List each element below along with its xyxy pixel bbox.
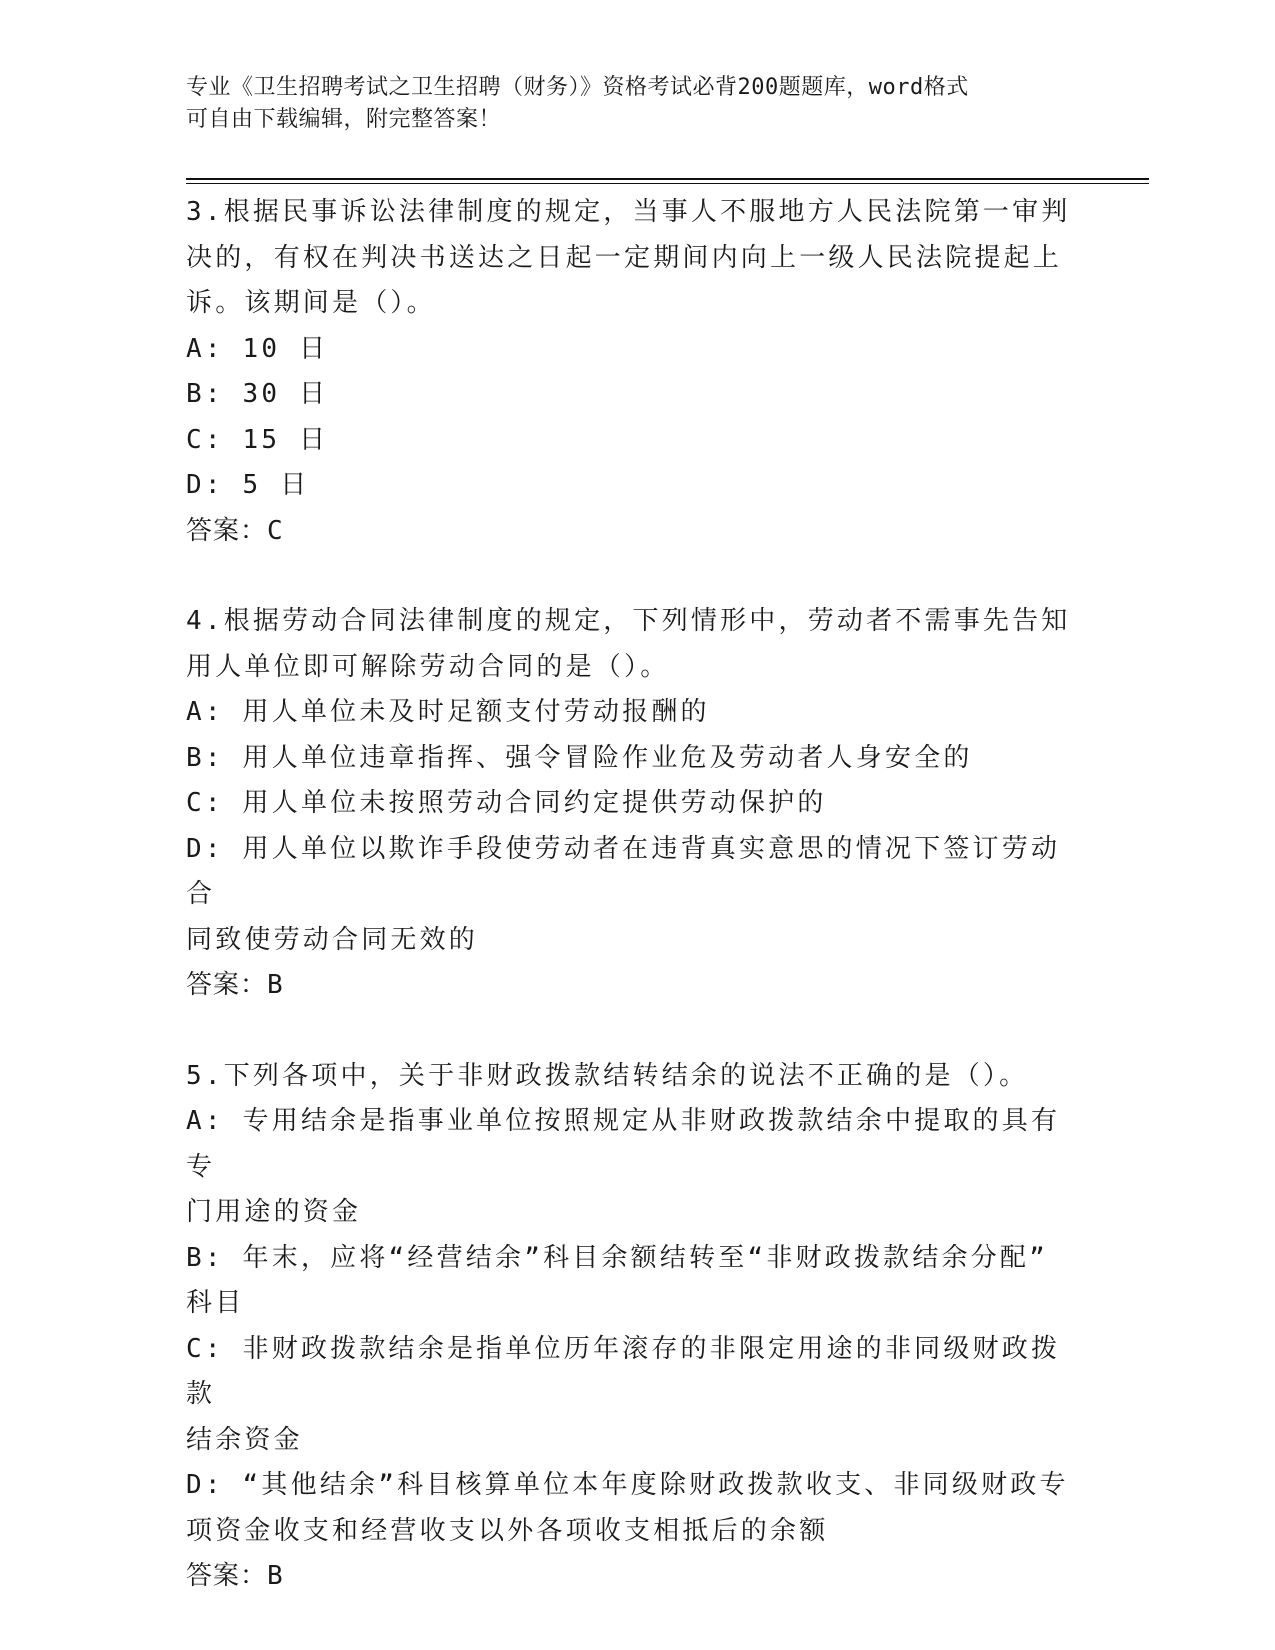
header-line-1: 专业《卫生招聘考试之卫生招聘（财务）》资格考试必背200题题库，word格式 (186, 75, 969, 100)
option-a: A: 专用结余是指事业单位按照规定从非财政拨款结余中提取的具有专 (186, 1106, 1061, 1182)
question-5 (186, 1054, 1071, 1600)
option-d: D: “其他结余”科目核算单位本年度除财政拨款收支、非同级财政专 (186, 1470, 1069, 1500)
option-a: A: 10 日 (186, 333, 329, 364)
option-c: C: 非财政拨款结余是指单位历年滚存的非限定用途的非同级财政拨款 (186, 1333, 1061, 1409)
option-b: B: 年末，应将“经营结余”科目余额结转至“非财政拨款结余分配” (186, 1242, 1048, 1273)
question-stem-line: 4.根据劳动合同法律制度的规定，下列情形中，劳动者不需事先告知 (186, 606, 1071, 636)
question-stem-line: 决的，有权在判决书送达之日起一定期间内向上一级人民法院提起上 (186, 242, 1063, 273)
answer: 答案：B (186, 1561, 284, 1591)
option-c: C: 用人单位未按照劳动合同约定提供劳动保护的 (186, 788, 827, 818)
question-3 (186, 190, 1071, 554)
question-stem-line: 5.下列各项中，关于非财政拨款结转结余的说法不正确的是（）。 (186, 1060, 1029, 1091)
header-divider-thin (186, 183, 1149, 184)
question-list (186, 190, 1071, 1645)
option-d: D: 5 日 (186, 470, 310, 500)
question-stem-line: 用人单位即可解除劳动合同的是（）。 (186, 651, 670, 682)
option-a-continued: 门用途的资金 (186, 1197, 362, 1227)
document-header (186, 72, 1066, 136)
question-stem-line: 诉。该期间是（）。 (186, 288, 436, 318)
answer: 答案：C (186, 515, 284, 546)
option-b: B: 30 日 (186, 379, 329, 409)
header-divider-thick (186, 178, 1149, 180)
header-line-2: 可自由下载编辑，附完整答案！ (186, 107, 502, 132)
answer: 答案：B (186, 970, 284, 1000)
question-4 (186, 599, 1071, 1009)
option-d-continued: 项资金收支和经营收支以外各项收支相抵后的余额 (186, 1515, 829, 1546)
option-b: B: 用人单位违章指挥、强令冒险作业危及劳动者人身安全的 (186, 742, 973, 773)
option-c-continued: 结余资金 (186, 1424, 303, 1455)
option-b-continued: 科目 (186, 1288, 245, 1318)
option-a: A: 用人单位未及时足额支付劳动报酬的 (186, 697, 710, 727)
question-stem-line: 3.根据民事诉讼法律制度的规定，当事人不服地方人民法院第一审判 (186, 197, 1071, 227)
option-d: D: 用人单位以欺诈手段使劳动者在违背真实意思的情况下签订劳动合 (186, 833, 1061, 909)
option-c: C: 15 日 (186, 424, 329, 455)
option-d-continued: 同致使劳动合同无效的 (186, 924, 479, 955)
